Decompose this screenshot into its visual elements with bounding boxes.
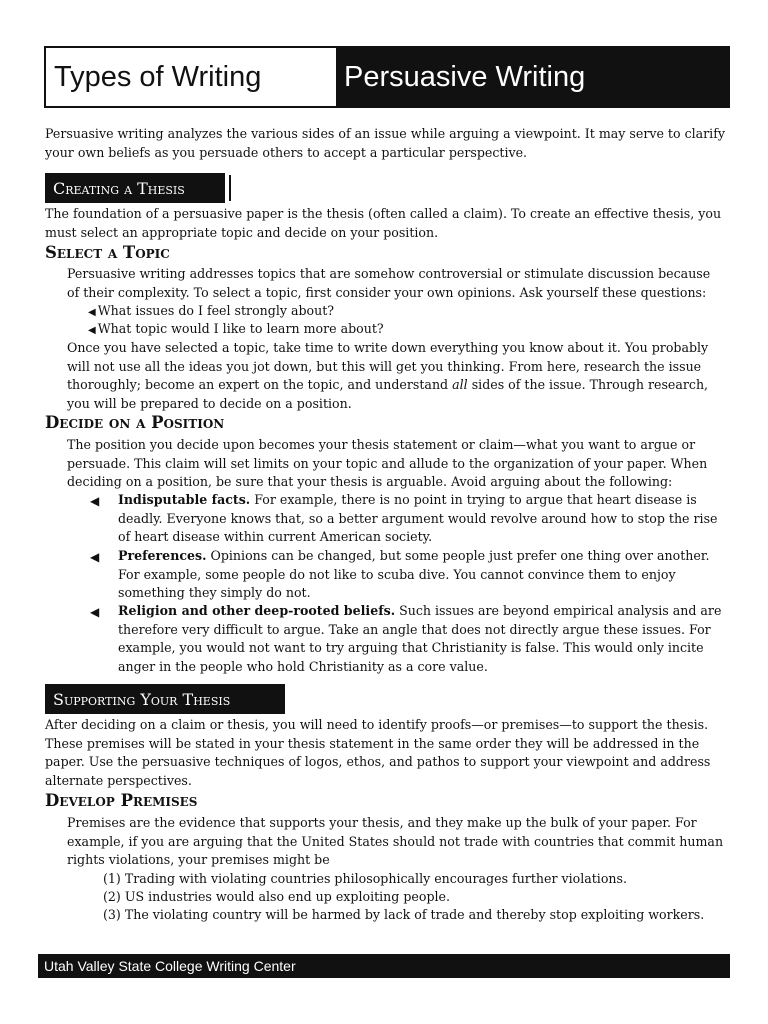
- banner-bar: [229, 175, 231, 201]
- section-banner-supporting-thesis: [45, 684, 285, 714]
- heading-develop-premises: Develop Premises: [45, 791, 198, 810]
- page-header: [44, 46, 730, 108]
- bullet-triangle-icon: ◀: [90, 494, 100, 508]
- bullet-triangle-icon: ◀: [88, 325, 96, 336]
- heading-decide-position: Decide on a Position: [45, 413, 225, 432]
- select-topic-paragraph: Persuasive writing addresses topics that are somehow controversial or stimulate discussion because of their complexity. To select a topic, first consider your own opinions. Ask yourself these questions:: [67, 266, 711, 300]
- header-title: Persuasive Writing: [336, 48, 728, 106]
- bullet-indisputable-facts: Indisputable facts. For example, there is no point in trying to argue that heart disease is deadly. Everyone knows that, so a better argument would revolve around how to stop the rise of heart disease within current American society.: [118, 492, 718, 544]
- premise-item: (2) US industries would also end up exploiting people.: [103, 889, 451, 904]
- bullet-triangle-icon: ◀: [88, 307, 96, 318]
- page-footer: Utah Valley State College Writing Center: [38, 954, 730, 978]
- heading-select-topic: Select a Topic: [45, 243, 170, 262]
- banner-label: Creating a Thesis: [53, 178, 185, 198]
- premise-item: (1) Trading with violating countries philosophically encourages further violations.: [103, 871, 627, 886]
- banner-label: Supporting Your Thesis: [53, 689, 231, 709]
- select-topic-followup-paragraph: Once you have selected a topic, take time to write down everything you know about it. You probably will not use all the ideas you jot down, but this will get you thinking. From here, research the issue thoroughly; become an expert on the topic, and understand all sides of the issue. Through research, you will be prepared to decide on a position.: [67, 340, 709, 411]
- decide-position-paragraph: The position you decide upon becomes your thesis statement or claim—what you want to argue or persuade. This claim will set limits on your topic and allude to the organization of your paper. When deciding on a position, be sure that your thesis is arguable. Avoid arguing about the following:: [67, 437, 708, 489]
- intro-paragraph: Persuasive writing analyzes the various sides of an issue while arguing a viewpoint. It may serve to clarify your own beliefs as you persuade others to accept a particular perspective.: [45, 126, 725, 160]
- question-item: ◀ What issues do I feel strongly about?: [88, 303, 335, 318]
- bullet-triangle-icon: ◀: [90, 605, 100, 619]
- bullet-religion: Religion and other deep-rooted beliefs. Such issues are beyond empirical analysis and are therefore very difficult to argue. Take an angle that does not directly argue these issues. For example, you would not want to try arguing that Christianity is false. This would only incite anger in the people who hold Christianity as a core value.: [118, 603, 722, 674]
- question-item: ◀ What topic would I like to learn more about?: [88, 321, 384, 336]
- header-category: Types of Writing: [54, 60, 262, 93]
- develop-premises-paragraph: Premises are the evidence that supports your thesis, and they make up the bulk of your paper. For example, if you are arguing that the United States should not trade with countries that commit human rights violations, your premises might be: [67, 815, 724, 867]
- supporting-thesis-paragraph: After deciding on a claim or thesis, you will need to identify proofs—or premises—to support the thesis. These premises will be stated in your thesis statement in the same order they will be addressed in the paper. Use the persuasive techniques of logos, ethos, and pathos to support your viewpoint and address alternate perspectives.: [45, 717, 711, 788]
- bullet-preferences: Preferences. Opinions can be changed, but some people just prefer one thing over another. For example, some people do not like to scuba dive. You cannot convince them to enjoy something they simply do not.: [118, 548, 710, 600]
- premise-item: (3) The violating country will be harmed by lack of trade and thereby stop exploiting workers.: [103, 907, 705, 922]
- section-banner-creating-thesis: [45, 173, 225, 203]
- bullet-triangle-icon: ◀: [90, 550, 100, 564]
- creating-thesis-paragraph: The foundation of a persuasive paper is the thesis (often called a claim). To create an effective thesis, you must select an appropriate topic and decide on your position.: [45, 206, 722, 240]
